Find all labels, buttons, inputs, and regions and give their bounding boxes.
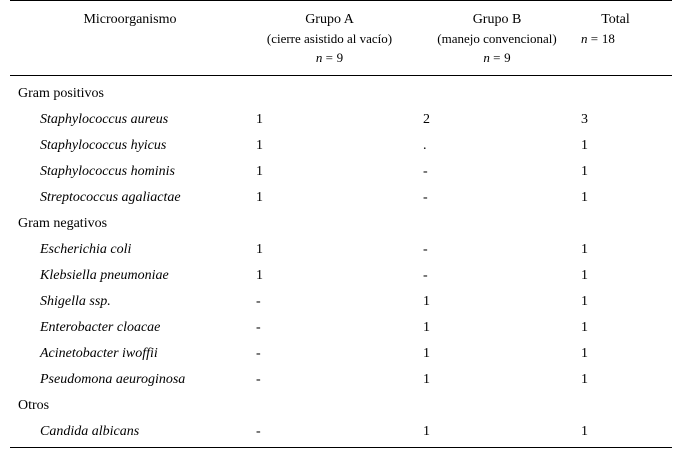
header-total-value: 18 [602, 31, 615, 46]
table-row [10, 419, 672, 448]
table-header [10, 1, 672, 76]
row-total: 1 [577, 237, 672, 263]
header-microorganism [10, 1, 242, 76]
row-group-a: 1 [242, 133, 417, 159]
header-group-b-n: n [483, 50, 490, 65]
row-total: 1 [577, 133, 672, 159]
row-group-a: 1 [242, 263, 417, 289]
bottom-rule-cell [242, 448, 417, 454]
header-group-b-equals: = [493, 50, 501, 65]
section-title: Otros [10, 393, 242, 419]
row-group-b: . [417, 133, 577, 159]
row-total: 1 [577, 341, 672, 367]
header-row [10, 1, 672, 76]
row-group-b: - [417, 263, 577, 289]
row-total: 1 [577, 159, 672, 185]
row-group-a: - [242, 315, 417, 341]
row-organism: Shigella ssp. [10, 289, 242, 315]
row-group-a: 1 [242, 107, 417, 133]
row-group-a: 1 [242, 159, 417, 185]
row-total: 1 [577, 263, 672, 289]
header-group-a-n: n [316, 50, 323, 65]
row-group-b: 1 [417, 341, 577, 367]
row-group-b: - [417, 159, 577, 185]
section-title: Gram positivos [10, 76, 242, 108]
microorganism-table [10, 0, 672, 454]
header-group-b-count [417, 48, 577, 67]
row-organism: Staphylococcus aureus [10, 107, 242, 133]
row-group-a: - [242, 367, 417, 393]
row-group-a: 1 [242, 237, 417, 263]
header-group-a [242, 1, 417, 76]
table-row [10, 315, 672, 341]
section-spacer-a [242, 211, 417, 237]
bottom-rule-cell [577, 448, 672, 454]
row-total: 1 [577, 315, 672, 341]
row-group-b: 1 [417, 315, 577, 341]
bottom-rule-cell [10, 448, 242, 454]
row-group-a: - [242, 289, 417, 315]
row-group-b: - [417, 185, 577, 211]
section-spacer-total [577, 76, 672, 108]
section-spacer-a [242, 76, 417, 108]
header-total-title: Total [577, 10, 672, 29]
section-spacer-total [577, 211, 672, 237]
row-organism: Escherichia coli [10, 237, 242, 263]
row-group-b: 1 [417, 289, 577, 315]
row-organism: Enterobacter cloacae [10, 315, 242, 341]
row-group-b: - [417, 237, 577, 263]
row-total: 1 [577, 185, 672, 211]
row-organism: Pseudomona aeuroginosa [10, 367, 242, 393]
row-total: 1 [577, 289, 672, 315]
table-row [10, 237, 672, 263]
row-total: 1 [577, 367, 672, 393]
row-group-b: 1 [417, 419, 577, 448]
section-header-row [10, 76, 672, 108]
header-group-b-subtitle: (manejo convencional) [417, 29, 577, 48]
bottom-rule-cell [417, 448, 577, 454]
table-row [10, 133, 672, 159]
row-organism: Klebsiella pneumoniae [10, 263, 242, 289]
table-bottom-rule [10, 448, 672, 454]
section-spacer-b [417, 211, 577, 237]
row-organism: Staphylococcus hyicus [10, 133, 242, 159]
header-group-a-subtitle: (cierre asistido al vacío) [242, 29, 417, 48]
row-total: 1 [577, 419, 672, 448]
table-row [10, 263, 672, 289]
row-total: 3 [577, 107, 672, 133]
row-organism: Candida albicans [10, 419, 242, 448]
section-spacer-b [417, 393, 577, 419]
table-row [10, 367, 672, 393]
section-spacer-a [242, 393, 417, 419]
section-spacer-b [417, 76, 577, 108]
header-microorganism-label: Microorganismo [18, 10, 242, 29]
header-total-count [577, 29, 672, 48]
header-group-b-title: Grupo B [417, 10, 577, 29]
header-group-a-equals: = [326, 50, 334, 65]
header-total-equals: = [591, 31, 599, 46]
header-group-b-value: 9 [504, 50, 511, 65]
row-group-b: 2 [417, 107, 577, 133]
row-group-a: - [242, 419, 417, 448]
section-title: Gram negativos [10, 211, 242, 237]
section-spacer-total [577, 393, 672, 419]
header-total-n: n [581, 31, 588, 46]
section-header-row [10, 211, 672, 237]
table-row [10, 185, 672, 211]
table-row [10, 159, 672, 185]
header-total [577, 1, 672, 76]
header-group-a-title: Grupo A [242, 10, 417, 29]
row-organism: Acinetobacter iwoffii [10, 341, 242, 367]
row-group-a: - [242, 341, 417, 367]
row-organism: Streptococcus agaliactae [10, 185, 242, 211]
header-group-b [417, 1, 577, 76]
header-group-a-count [242, 48, 417, 67]
row-organism: Staphylococcus hominis [10, 159, 242, 185]
header-group-a-value: 9 [337, 50, 344, 65]
table-row [10, 107, 672, 133]
table-row [10, 289, 672, 315]
section-header-row [10, 393, 672, 419]
row-group-a: 1 [242, 185, 417, 211]
row-group-b: 1 [417, 367, 577, 393]
table-row [10, 341, 672, 367]
table-body [10, 76, 672, 454]
